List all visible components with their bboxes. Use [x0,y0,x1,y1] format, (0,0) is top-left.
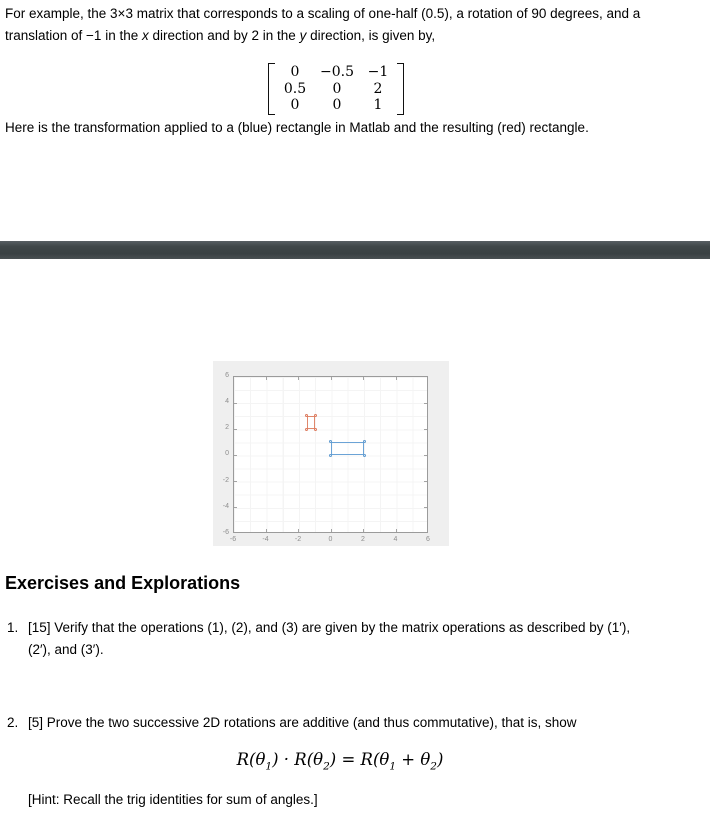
x-tick-label: -4 [262,536,269,543]
y-tick-mark [424,481,427,482]
page-break-divider [0,241,710,259]
matrix-cell: 0 [290,97,300,113]
matrix-cell: −0.5 [320,64,354,80]
matrix-right-bracket [397,63,404,115]
y-tick-mark [234,403,237,404]
vertex-marker [314,414,317,417]
y-tick-label: 4 [225,398,229,405]
matlab-figure [213,361,449,546]
y-tick-label: -4 [222,503,229,510]
x-tick-mark [298,529,299,532]
exercise-2-text: [5] Prove the two successive 2D rotations are additive (and thus commutative), that is, show [28,715,577,730]
figure-caption: Here is the transformation applied to a (blue) rectangle in Matlab and the resulting (red) rectangle. [5,120,589,135]
vertex-marker [329,454,332,457]
y-tick-mark [424,455,427,456]
matrix-cell: 0.5 [283,80,307,97]
transformation-matrix [268,63,404,115]
blue-rectangle [331,442,364,455]
hint-text: [Hint: Recall the trig identities for sum of angles.] [28,792,318,807]
x-tick-mark [396,377,397,380]
x-tick-label: 2 [361,536,365,543]
y-tick-mark [234,455,237,456]
x-tick-mark [266,377,267,380]
vertex-marker [305,414,308,417]
y-variable: y [299,28,307,43]
x-tick-mark [266,529,267,532]
formula-segment: R(θ [236,750,266,769]
y-tick-mark [234,429,237,430]
matrix-cell: 0 [290,64,300,80]
matrix-cell: 2 [373,80,383,97]
vertex-marker [363,454,366,457]
formula-subscript: 1 [389,760,396,773]
y-tick-label: -6 [222,529,229,536]
x-tick-mark [331,377,332,380]
y-tick-label: -2 [222,477,229,484]
x-tick-label: 6 [426,536,430,543]
formula-segment: ) = R(θ [329,750,390,769]
y-tick-mark [424,507,427,508]
intro-text-3: direction, is given by, [306,28,436,43]
exercise-1-number: 1. [7,620,19,635]
y-tick-label: 2 [225,424,229,431]
x-variable: x [141,28,149,43]
x-tick-mark [363,529,364,532]
x-tick-label: -2 [294,536,302,543]
red-rectangle [307,416,315,429]
matrix-cell: 0 [332,80,342,97]
y-tick-mark [424,403,427,404]
x-tick-label: 4 [393,536,398,543]
formula-subscript: 1 [265,760,273,773]
y-tick-mark [234,507,237,508]
intro-text-2: direction and by 2 in the [148,28,300,43]
exercises-heading: Exercises and Explorations [5,573,241,593]
y-tick-label: 0 [225,450,229,457]
formula-subscript: 2 [430,760,437,773]
matrix-cell: −1 [367,64,389,80]
formula-segment: ) · R(θ [272,750,324,769]
x-tick-mark [298,377,299,380]
exercise-2-number: 2. [7,715,19,730]
vertex-marker [305,428,308,431]
x-tick-mark [363,377,364,380]
exercise-1-text: [15] Verify that the operations (1), (2), and (3) are given by the matrix operations as described by (1′), (2′), and (3′). [28,620,631,657]
rotation-additivity-formula [0,750,680,772]
matrix-cell: 0 [332,97,342,113]
matrix-values [275,63,397,115]
vertex-marker [329,440,332,443]
x-tick-label: 0 [328,536,333,543]
vertex-marker [363,440,366,443]
y-tick-mark [424,429,427,430]
x-tick-label: -6 [229,536,237,543]
vertex-marker [314,428,317,431]
intro-paragraph [5,3,647,47]
formula-segment: + θ [396,750,431,769]
plot-area [233,376,428,533]
x-tick-mark [396,529,397,532]
formula-subscript: 2 [323,760,330,773]
formula-segment: ) [436,750,444,769]
y-tick-mark [234,481,237,482]
matrix-left-bracket [268,63,275,115]
y-tick-label: 6 [225,372,229,379]
matrix-cell: 1 [373,97,383,113]
x-tick-mark [331,529,332,532]
intro-text-1: For example, the 3×3 matrix that corresponds to a scaling of one-half (0.5), a rotation of 90 degrees, and a translation of −1 in the [5,6,641,43]
